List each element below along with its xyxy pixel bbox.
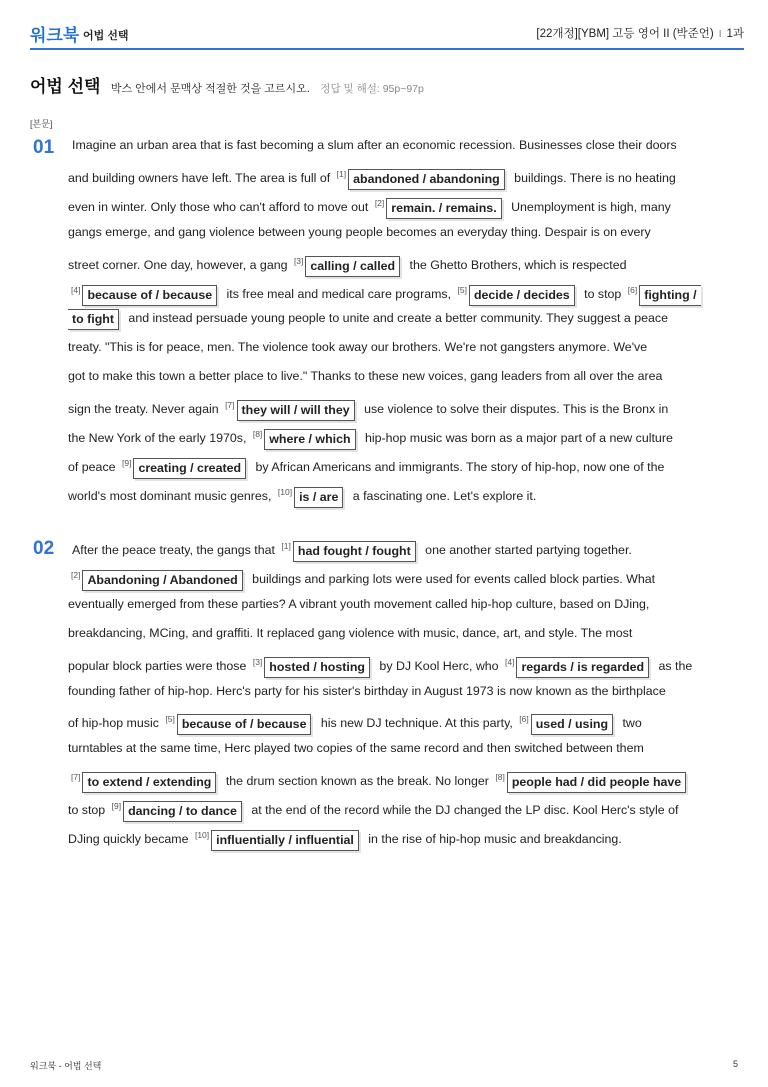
passage-line <box>68 792 742 821</box>
header-subtitle: 어법 선택 <box>83 30 129 42</box>
question-number: [7] <box>225 400 235 411</box>
question-number: [6] <box>519 714 529 725</box>
page-header <box>30 20 744 48</box>
passage-text: popular block parties were those <box>68 658 250 673</box>
question-number: [1] <box>281 541 291 551</box>
choice-box[interactable]: fighting / <box>639 285 700 306</box>
passage-line <box>68 821 742 850</box>
choice-box[interactable]: they will / will they <box>237 400 355 421</box>
passage-text: the Ghetto Brothers, which is respected <box>406 257 627 272</box>
passage-text: turntables at the same time, Herc played two copies of the same record and then switched between them <box>68 741 644 756</box>
passage-line <box>68 420 742 449</box>
choice-box[interactable]: where / which <box>264 429 355 450</box>
choice-box[interactable]: abandoned / abandoning <box>348 169 505 190</box>
choice-box[interactable]: hosted / hosting <box>264 657 370 678</box>
passage-line <box>68 734 742 763</box>
question-number: [8] <box>495 772 505 783</box>
passage-text: got to make this town a better place to live." Thanks to these new voices, gang leaders from all over the area <box>68 369 663 384</box>
passage-text: in the rise of hip-hop music and breakdancing. <box>364 832 622 846</box>
passage-line <box>68 391 742 420</box>
page-number: 5 <box>732 1059 738 1069</box>
passage-text: Unemployment is high, many <box>507 199 671 214</box>
passage-text: two <box>619 716 642 731</box>
question-number: [9] <box>111 801 122 812</box>
passage-text: its free meal and medical care programs, <box>223 286 455 301</box>
choice-box[interactable]: regards / is regarded <box>516 657 649 678</box>
passage-text: founding father of hip-hop. Herc's party for his sister's birthday in August 1973 is now known as the birthplace <box>68 683 666 698</box>
passage-text: a fascinating one. Let's explore it. <box>349 488 537 503</box>
passage-line <box>68 590 742 619</box>
passage-text: by DJ Kool Herc, who <box>375 658 503 673</box>
lesson-label: 1과 <box>726 28 744 40</box>
passage-text: as the <box>655 658 693 673</box>
passage-line <box>68 763 742 792</box>
choice-box[interactable]: had fought / fought <box>293 541 416 562</box>
passage-line <box>72 532 742 561</box>
passage-text: gangs emerge, and gang violence between young people becomes an everyday thing. Despair is on every <box>68 224 651 239</box>
answer-reference: 정답 및 해설: 95p~97p <box>320 83 424 95</box>
instruction-text: 박스 안에서 문맥상 적절한 것을 고르시오. <box>110 83 310 95</box>
passage-text: and instead persuade young people to unite and create a better community. They suggest a peace <box>124 311 669 326</box>
passage-line <box>68 218 742 247</box>
passage-text: one another started partying together. <box>421 543 632 557</box>
question-number: [9] <box>121 457 132 468</box>
question-number: [3] <box>252 656 263 667</box>
passage-text: by African Americans and immigrants. The story of hip-hop, now one of the <box>252 459 665 474</box>
passage-line <box>68 160 742 189</box>
question-number: [2] <box>374 197 385 208</box>
header-rule <box>30 48 744 50</box>
passage-line <box>68 449 742 478</box>
passage-text: After the peace treaty, the gangs that <box>72 543 279 557</box>
passage-text: DJing quickly became <box>68 832 192 846</box>
passage-text: the drum section known as the break. No longer <box>222 774 493 789</box>
header-separator: I <box>718 29 722 40</box>
passage-line <box>68 561 742 590</box>
passage-text: buildings. There is no heating <box>510 170 676 185</box>
question-number: [2] <box>71 569 81 580</box>
choice-box[interactable]: because of / because <box>177 714 312 735</box>
passage-line <box>68 362 742 391</box>
question-number: [7] <box>71 772 81 783</box>
passage-line <box>68 648 742 677</box>
choice-box[interactable]: calling / called <box>305 256 400 277</box>
question-number: [8] <box>252 429 263 439</box>
question-number: [10] <box>277 486 293 497</box>
passage-text: even in winter. Only those who can't afford to move out <box>68 199 372 214</box>
choice-box[interactable]: remain. / remains. <box>386 198 501 219</box>
question-number: [4] <box>71 284 81 295</box>
passage-line <box>68 677 742 706</box>
passage-text: his new DJ technique. At this party, <box>317 716 517 731</box>
passage-line <box>68 247 742 276</box>
passage-text: of peace <box>68 459 119 474</box>
passage-line <box>68 276 742 305</box>
question-number: [5] <box>457 284 467 295</box>
passage-text: world's most dominant music genres, <box>68 488 275 503</box>
passage-line <box>68 705 742 734</box>
choice-box[interactable]: dancing / to dance <box>123 801 242 822</box>
question-number: [1] <box>336 168 347 179</box>
choice-box[interactable]: creating / created <box>133 458 246 479</box>
question-number: [5] <box>165 714 175 725</box>
choice-box[interactable]: Abandoning / Abandoned <box>82 570 242 591</box>
passage-line <box>68 619 742 648</box>
brand-title: 워크북 <box>30 26 80 45</box>
passage-text: buildings and parking lots were used for events called block parties. What <box>248 571 656 586</box>
choice-box[interactable]: because of / because <box>82 285 217 306</box>
passage-label: [본문] <box>30 119 53 129</box>
book-title: [22개정][YBM] 고등 영어 II (박준언) <box>536 28 714 40</box>
question-number: [6] <box>627 284 638 295</box>
passage-text: to stop <box>580 286 625 301</box>
passage-text: to stop <box>68 803 109 818</box>
passage-text: use violence to solve their disputes. This is the Bronx in <box>360 402 669 417</box>
section-title: 어법 선택 <box>30 77 101 96</box>
passage-line <box>68 333 742 362</box>
passage-line <box>72 131 742 160</box>
choice-box[interactable]: used / using <box>531 714 613 735</box>
passage-number: 01 <box>33 137 55 158</box>
question-number: [3] <box>293 255 304 266</box>
passage-text: Imagine an urban area that is fast becoming a slum after an economic recession. Businesses close their doors <box>72 138 677 152</box>
passage-text: hip-hop music was born as a major part of a new culture <box>361 431 673 445</box>
choice-box[interactable]: is / are <box>294 487 343 508</box>
choice-box[interactable]: decide / decides <box>469 285 575 306</box>
question-number: [10] <box>194 830 210 840</box>
book-info <box>536 25 744 41</box>
choice-box[interactable]: influentially / influential <box>211 830 359 851</box>
passage-text: at the end of the record while the DJ changed the LP disc. Kool Herc's style of <box>247 803 679 818</box>
passage-text: street corner. One day, however, a gang <box>68 257 291 272</box>
choice-box[interactable]: to fight <box>68 309 119 330</box>
passage-text: of hip-hop music <box>68 716 163 731</box>
passage-text: the New York of the early 1970s, <box>68 431 250 445</box>
choice-box[interactable]: people had / did people have <box>507 772 686 793</box>
question-number: [4] <box>505 656 515 667</box>
passage-number: 02 <box>33 538 55 559</box>
passage-text: treaty. "This is for peace, men. The violence took away our brothers. We're not gangsters anymore. We've <box>68 340 648 355</box>
passage-line <box>68 478 742 507</box>
passage-text: and building owners have left. The area is full of <box>68 170 334 185</box>
passage-text: breakdancing, MCing, and graffiti. It replaced gang violence with music, dance, art, and style. The most <box>68 625 633 640</box>
passage-line <box>68 189 742 218</box>
footer-label: 워크북 - 어법 선택 <box>30 1061 102 1071</box>
passage-text: eventually emerged from these parties? A vibrant youth movement called hip-hop culture, based on DJing, <box>68 596 650 611</box>
passage-text: sign the treaty. Never again <box>68 402 223 417</box>
section-title-row <box>30 72 744 97</box>
passage-line <box>68 304 742 333</box>
choice-box[interactable]: to extend / extending <box>82 772 216 793</box>
